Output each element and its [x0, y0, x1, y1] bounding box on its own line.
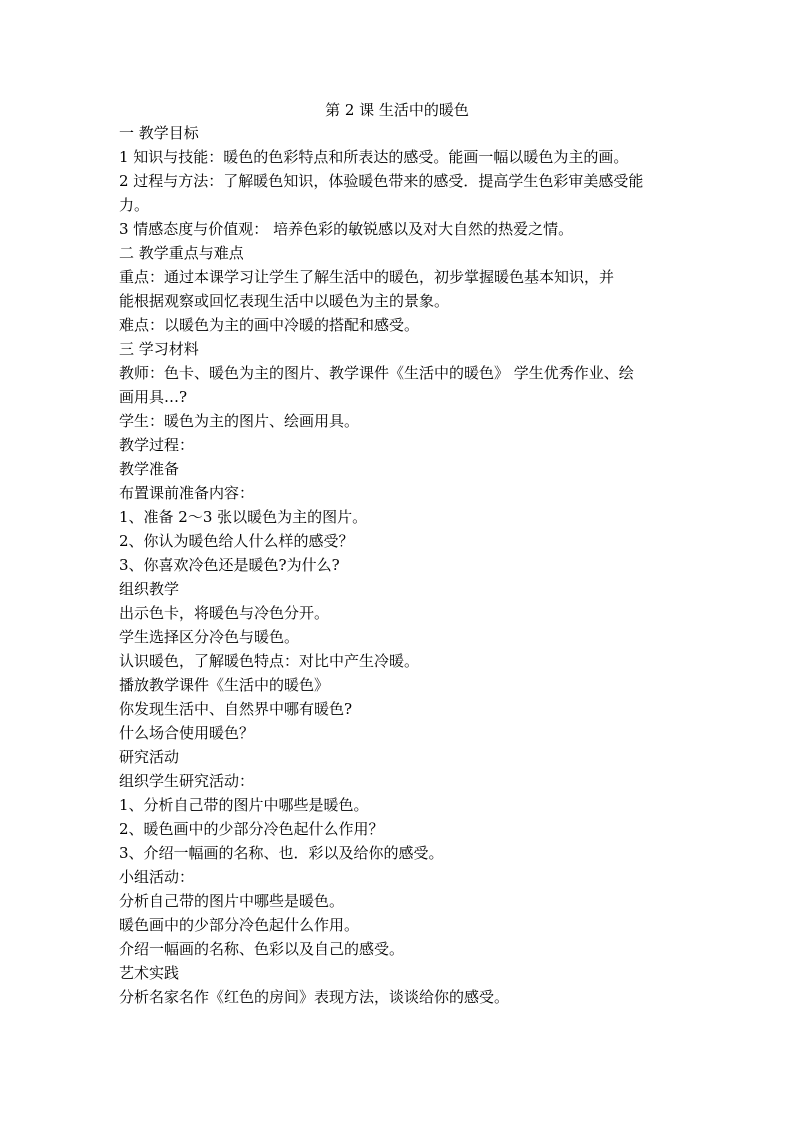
organize-item-3: 认识暖色，了解暖色特点：对比中产生冷暖。: [119, 652, 420, 670]
group-item-3: 介绍一幅画的名称、色彩以及自己的感受。: [119, 940, 405, 958]
preparation-intro: 布置课前准备内容：: [119, 484, 255, 502]
heading-key-points: 二 教学重点与难点: [119, 244, 244, 262]
difficult-point: 难点：以暖色为主的画中冷暖的搭配和感受。: [119, 316, 420, 334]
organize-item-4: 播放教学课件《生活中的暖色》: [119, 676, 330, 694]
heading-teaching-process: 教学过程：: [119, 436, 195, 454]
organize-item-2: 学生选择区分冷色与暖色。: [119, 628, 300, 646]
goal-knowledge-skills: 1 知识与技能：暖色的色彩特点和所表达的感受。能画一幅以暖色为主的画。: [119, 148, 629, 166]
heading-materials: 三 学习材料: [119, 340, 199, 358]
heading-organize-teaching: 组织教学: [119, 580, 180, 598]
research-item-3: 3、介绍一幅画的名称、也．彩以及给你的感受。: [119, 844, 444, 862]
group-activity-heading: 小组活动：: [119, 868, 195, 886]
lesson-title: 第 2 课 生活中的暖色: [325, 101, 469, 119]
key-point: 重点：通过本课学习让学生了解生活中的暖色，初步掌握暖色基本知识，并: [119, 268, 615, 286]
key-point-cont: 能根据观察或回忆表现生活中以暖色为主的景象。: [119, 292, 450, 310]
organize-item-1: 出示色卡，将暖色与冷色分开。: [119, 604, 330, 622]
preparation-item-1: 1、准备 2～3 张以暖色为主的图片。: [119, 508, 368, 526]
goal-process-method-cont: 力。: [119, 196, 150, 214]
goal-process-method: 2 过程与方法：了解暖色知识，体验暖色带来的感受．提高学生色彩审美感受能: [119, 172, 644, 190]
preparation-item-3: 3、你喜欢冷色还是暖色?为什么?: [119, 556, 340, 574]
preparation-item-2: 2、你认为暖色给人什么样的感受？: [119, 532, 354, 550]
group-item-1: 分析自己带的图片中哪些是暖色。: [119, 892, 345, 910]
organize-item-5: 你发现生活中、自然界中哪有暖色?: [119, 700, 353, 718]
heading-research-activity: 研究活动: [119, 748, 180, 766]
research-item-2: 2、暖色画中的少部分冷色起什么作用？: [119, 820, 384, 838]
heading-teaching-goals: 一 教学目标: [119, 124, 199, 142]
group-item-2: 暖色画中的少部分冷色起什么作用。: [119, 916, 360, 934]
materials-teacher: 教师：色卡、暖色为主的图片、教学课件《生活中的暖色》 学生优秀作业、绘: [119, 364, 634, 382]
heading-preparation: 教学准备: [119, 460, 180, 478]
heading-art-practice: 艺术实践: [119, 964, 180, 982]
materials-teacher-cont: 画用具…?: [119, 388, 188, 406]
materials-student: 学生：暖色为主的图片、绘画用具。: [119, 412, 360, 430]
organize-item-6: 什么场合使用暖色？: [119, 724, 255, 742]
research-intro: 组织学生研究活动：: [119, 772, 255, 790]
research-item-1: 1、分析自己带的图片中哪些是暖色。: [119, 796, 369, 814]
art-practice-text: 分析名家名作《红色的房间》表现方法，谈谈给你的感受。: [119, 988, 510, 1006]
goal-attitude-values: 3 情感态度与价值观： 培养色彩的敏锐感以及对大自然的热爱之情。: [119, 220, 574, 238]
